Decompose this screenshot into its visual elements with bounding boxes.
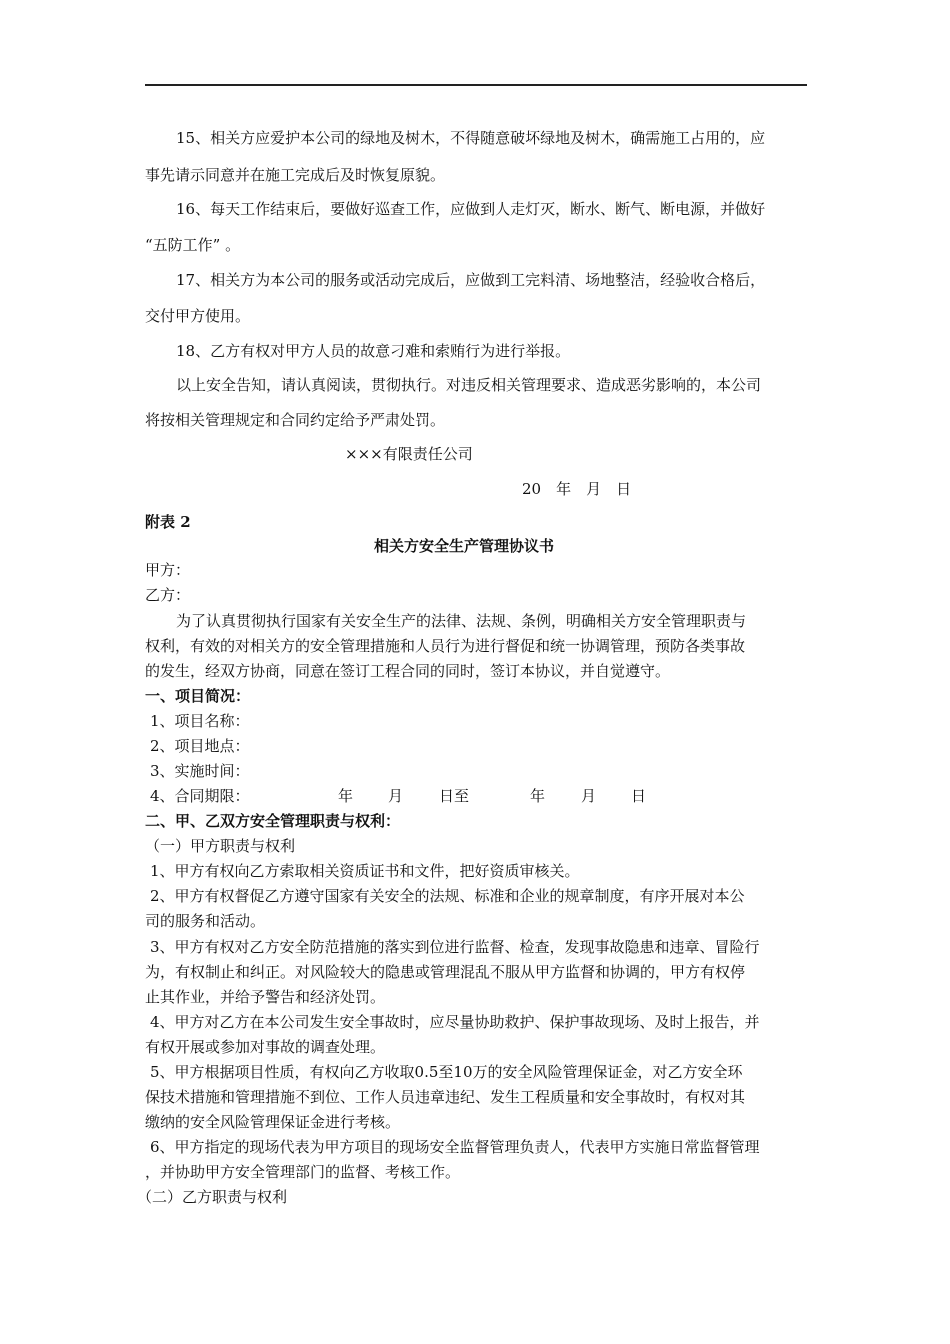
contract-period-day-to: 日至 — [439, 787, 470, 805]
party-a-duty-1: 1、甲方有权向乙方索取相关资质证书和文件，把好资质审核关。 — [150, 862, 580, 880]
clause-15-line2: 事先请示同意并在施工完成后及时恢复原貌。 — [145, 166, 446, 184]
party-a-duty-5-line1: 5、甲方根据项目性质，有权向乙方收取0.5至10万的安全风险管理保证金，对乙方安全环 — [150, 1063, 743, 1081]
signature-date: 20 年 月 日 — [522, 480, 632, 498]
section-2-heading: 二、甲、乙双方安全管理职责与权利： — [145, 812, 401, 830]
section-1-heading: 一、项目简况： — [145, 687, 251, 705]
clause-16-line1: 16、每天工作结束后，要做好巡查工作，应做到人走灯灭，断水、断气、断电源，并做好 — [176, 200, 766, 218]
party-a-duty-4-line2: 有权开展或参加对事故的调查处理。 — [145, 1038, 386, 1056]
appendix-label: 附表 2 — [145, 513, 191, 531]
party-b-label: 乙方： — [145, 586, 191, 604]
contract-period-month-start: 月 — [388, 787, 404, 805]
contract-period-month-end: 月 — [581, 787, 597, 805]
party-a-duty-3-line2: 为，有权制止和纠正。对风险较大的隐患或管理混乱不服从甲方监督和协调的，甲方有权停 — [145, 963, 746, 981]
subsection-a-heading: （一）甲方职责与权利 — [145, 837, 296, 855]
intro-line3: 的发生，经双方协商，同意在签订工程合同的同时，签订本协议，并自觉遵守。 — [145, 662, 671, 680]
party-a-duty-2-line2: 司的服务和活动。 — [145, 912, 266, 930]
summary-line2: 将按相关管理规定和合同约定给予严肃处罚。 — [145, 411, 446, 429]
contract-period-year-start: 年 — [338, 787, 354, 805]
document-title: 相关方安全生产管理协议书 — [374, 537, 555, 555]
clause-17-line1: 17、相关方为本公司的服务或活动完成后，应做到工完料清、场地整洁，经验收合格后， — [176, 271, 766, 289]
party-a-duty-5-line2: 保技术措施和管理措施不到位、工作人员违章违纪、发生工程质量和安全事故时，有权对其 — [145, 1088, 746, 1106]
summary-line1: 以上安全告知，请认真阅读，贯彻执行。对违反相关管理要求、造成恶劣影响的，本公司 — [176, 376, 762, 394]
party-a-duty-6-line1: 6、甲方指定的现场代表为甲方项目的现场安全监督管理负责人，代表甲方实施日常监督管理 — [150, 1138, 760, 1156]
clause-15-line1: 15、相关方应爱护本公司的绿地及树木，不得随意破坏绿地及树木，确需施工占用的，应 — [176, 129, 766, 147]
party-a-duty-3-line3: 止其作业，并给予警告和经济处罚。 — [145, 988, 386, 1006]
party-a-label: 甲方： — [145, 561, 191, 579]
header-rule — [145, 84, 807, 86]
party-a-duty-5-line3: 缴纳的安全风险管理保证金进行考核。 — [145, 1113, 401, 1131]
intro-line2: 权利，有效的对相关方的安全管理措施和人员行为进行督促和统一协调管理，预防各类事故 — [145, 637, 746, 655]
party-a-duty-6-line2: ，并协助甲方安全管理部门的监督、考核工作。 — [145, 1163, 461, 1181]
party-a-duty-2-line1: 2、甲方有权督促乙方遵守国家有关安全的法规、标准和企业的规章制度，有序开展对本公 — [150, 887, 745, 905]
contract-period-day-end: 日 — [631, 787, 647, 805]
contract-period-year-end: 年 — [530, 787, 546, 805]
party-a-duty-3-line1: 3、甲方有权对乙方安全防范措施的落实到位进行监督、检查，发现事故隐患和违章、冒险行 — [150, 938, 760, 956]
project-name-item: 1、项目名称： — [150, 712, 250, 730]
clause-16-line2: “五防工作” 。 — [145, 236, 241, 254]
project-location-item: 2、项目地点： — [150, 737, 250, 755]
implementation-time-item: 3、实施时间： — [150, 762, 250, 780]
clause-17-line2: 交付甲方使用。 — [145, 307, 251, 325]
company-signature: ×××有限责任公司 — [345, 445, 473, 463]
contract-period-item: 4、合同期限： — [150, 787, 250, 805]
subsection-b-heading: （二）乙方职责与权利 — [137, 1188, 288, 1206]
intro-line1: 为了认真贯彻执行国家有关安全生产的法律、法规、条例，明确相关方安全管理职责与 — [176, 612, 747, 630]
party-a-duty-4-line1: 4、甲方对乙方在本公司发生安全事故时，应尽量协助救护、保护事故现场、及时上报告，并 — [150, 1013, 760, 1031]
clause-18: 18、乙方有权对甲方人员的故意刁难和索贿行为进行举报。 — [176, 342, 571, 360]
